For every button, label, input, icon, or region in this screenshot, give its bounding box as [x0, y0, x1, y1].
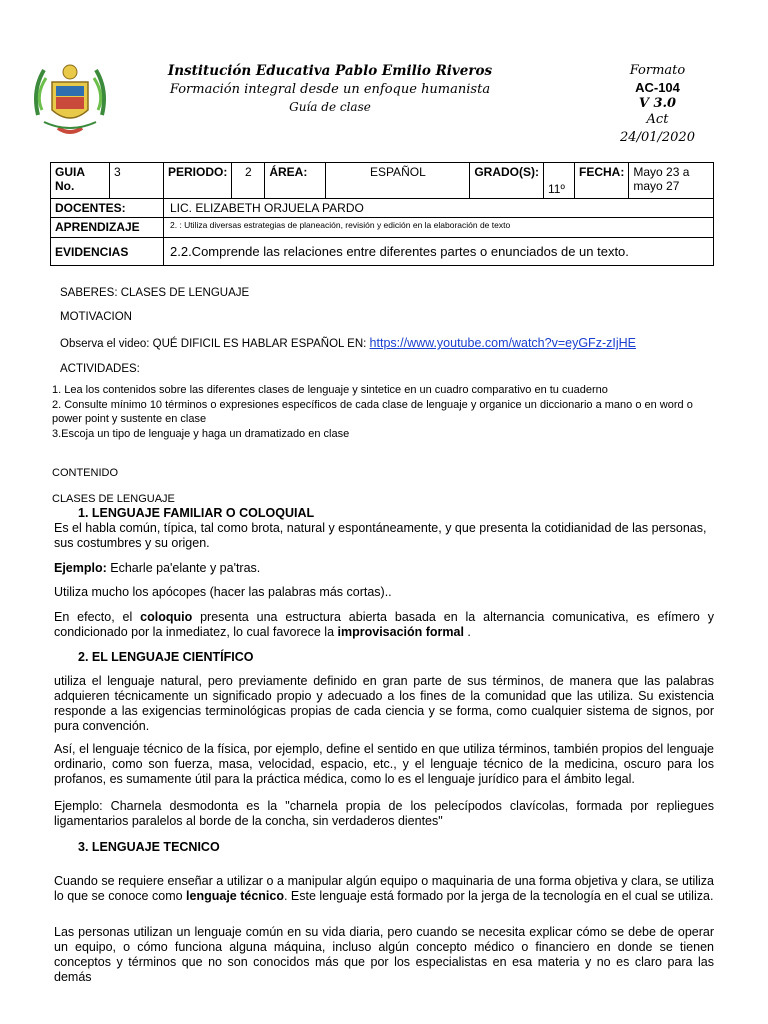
motivacion-heading: MOTIVACION: [60, 311, 132, 323]
para-text: presenta una estructura abierta basada en la alternancia comunicativa, es efímero y condicionado por la inmediatez, lo cual favorece la: [54, 610, 714, 639]
docentes-value: LIC. ELIZABETH ORJUELA PARDO: [164, 199, 714, 218]
para-text: .: [463, 625, 471, 639]
format-label: Formato: [629, 63, 686, 78]
example-label: Ejemplo:: [54, 561, 107, 575]
institution-crest-logo: [30, 60, 110, 140]
section-1-example: [54, 561, 714, 576]
section-3-paragraph-2: Las personas utilizan un lenguaje común en su vida diaria, pero cuando se necesita explicar cómo se debe de operar un equipo, o cómo funciona alguna máquina, incluso algún concepto médico o financiero en donde se tienen conceptos y términos que no son conocidos más que por los especialistas en esa materia y no es claro para las demás: [54, 925, 714, 984]
fecha-value: Mayo 23 a mayo 27: [629, 163, 714, 199]
aprendizaje-label: APRENDIZAJE: [51, 218, 164, 238]
coloquio-term: coloquio: [140, 610, 193, 624]
para-text: En efecto, el: [54, 610, 141, 624]
area-value: ESPAÑOL: [326, 163, 470, 199]
institution-motto: Formación integral desde un enfoque humanista: [169, 82, 491, 97]
area-label: ÁREA:: [265, 163, 326, 199]
grado-value: 11º: [544, 163, 575, 199]
section-1-paragraph-2: Utiliza mucho los apócopes (hacer las palabras más cortas)..: [54, 585, 392, 599]
example-text: Echarle pa'elante y pa'tras.: [106, 561, 261, 575]
section-3-paragraph-1: [54, 874, 714, 904]
grado-label: GRADO(S):: [470, 163, 544, 199]
section-1-paragraph-1: Es el habla común, típica, tal como brota, natural y espontáneamente, y que presenta la cotidianidad de las personas, sus costumbres y su origen.: [54, 521, 707, 550]
section-2-paragraph-2: Así, el lenguaje técnico de la física, por ejemplo, define el sentido en que utiliza términos, también propios del lenguaje ordinario, como son fuerza, masa, velocidad, espacio, etc., y el lenguaje técnico de la medicina, oscuro para los profanos, es sumamente útil para la práctica médica, como lo es el lenguaje jurídico para el ámbito legal.: [54, 742, 714, 786]
video-link[interactable]: https://www.youtube.com/watch?v=eyGFz-zIjHE: [369, 336, 636, 350]
act-label: Act: [646, 112, 669, 127]
guia-label: GUIA No.: [51, 163, 110, 199]
fecha-label: FECHA:: [575, 163, 629, 199]
document-type: Guía de clase: [289, 100, 371, 114]
lenguaje-tecnico-term: lenguaje técnico: [186, 889, 284, 903]
clases-heading: CLASES DE LENGUAJE: [52, 493, 175, 505]
periodo-value: 2: [232, 163, 265, 199]
section-3-title: 3. LENGUAJE TECNICO: [78, 840, 220, 854]
section-1-paragraph-3: [54, 610, 714, 640]
guia-value: 3: [110, 163, 164, 199]
activity-3: 3.Escoja un tipo de lenguaje y haga un dramatizado en clase: [52, 428, 350, 440]
aprendizaje-value: 2. : Utiliza diversas estrategias de planeación, revisión y edición en la elaboración de texto: [164, 218, 714, 238]
contenido-heading: CONTENIDO: [52, 467, 118, 479]
format-version: V 3.0: [638, 96, 677, 111]
video-prefix: Observa el video: QUÉ DIFICIL ES HABLAR ESPAÑOL EN:: [60, 338, 370, 350]
guide-info-table: [50, 162, 714, 266]
evidencias-label: EVIDENCIAS: [51, 238, 164, 266]
section-1-title: 1. LENGUAJE FAMILIAR O COLOQUIAL: [78, 506, 315, 520]
format-date: 24/01/2020: [620, 130, 695, 145]
saberes-heading: SABERES: CLASES DE LENGUAJE: [60, 287, 250, 299]
para-text: . Este lenguaje está formado por la jerga de la tecnología en el cual se utiliza.: [283, 889, 714, 903]
format-code: AC-104: [635, 80, 680, 95]
institution-name: Institución Educativa Pablo Emilio Riveros: [167, 63, 493, 79]
docentes-label: DOCENTES:: [51, 199, 164, 218]
activity-2: 2. Consulte mínimo 10 términos o expresiones específicos de cada clase de lenguaje y organice un diccionario a mano o en word o power point y sustente en clase: [52, 399, 693, 425]
activity-1: 1. Lea los contenidos sobre las diferentes clases de lenguaje y sintetice en un cuadro comparativo en tu cuaderno: [52, 384, 608, 396]
video-line: [60, 336, 720, 352]
section-2-paragraph-1: utiliza el lenguaje natural, pero previamente definido en gran parte de sus términos, de manera que las palabras adquieren técnicamente un significado propio y adecuado a los fines de la comunidad que las utiliza. Su existencia responde a las exigencias terminológicas propias de cada ciencia y se forma, como cualquier sistema de signos, por pura convención.: [54, 674, 714, 733]
para-text: Cuando se requiere enseñar a utilizar o a manipular algún equipo o maquinaria de una forma objetiva y clara, se utiliza lo que se conoce como: [54, 874, 714, 903]
evidencias-value: 2.2.Comprende las relaciones entre diferentes partes o enunciados de un texto.: [164, 238, 714, 266]
actividades-heading: ACTIVIDADES:: [60, 363, 140, 375]
section-2-title: 2. EL LENGUAJE CIENTÍFICO: [78, 650, 254, 664]
section-2-paragraph-3: Ejemplo: Charnela desmodonta es la "charnela propia de los pelecípodos clavícolas, formada por repliegues ligamentarios paralelos al borde de la concha, sin verdaderos dientes": [54, 799, 714, 828]
improvisacion-term: improvisación formal: [337, 625, 464, 639]
periodo-label: PERIODO:: [164, 163, 232, 199]
